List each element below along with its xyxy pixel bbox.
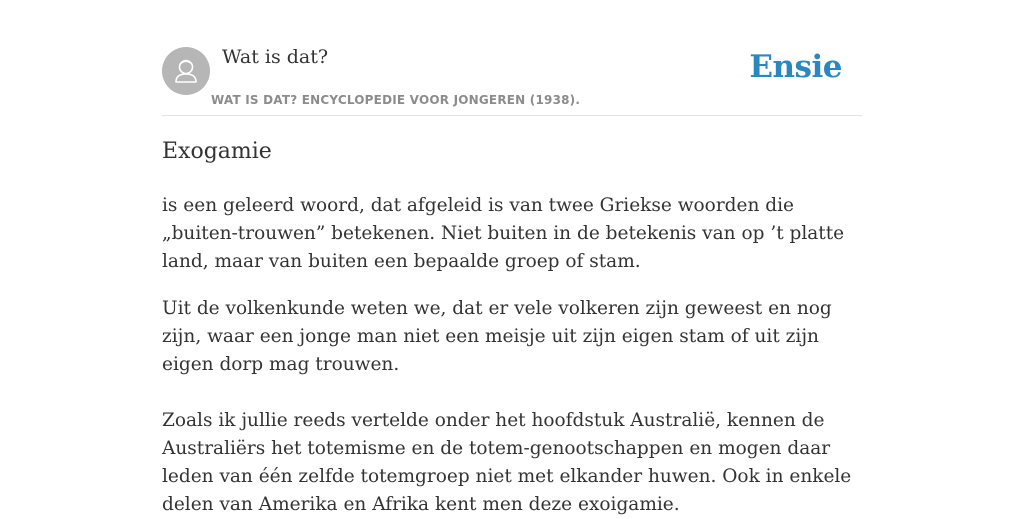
user-outline-icon — [162, 47, 210, 95]
source-subtitle: WAT IS DAT? ENCYCLOPEDIE VOOR JONGEREN (1938). — [211, 93, 581, 107]
source-header — [162, 44, 862, 116]
avatar[interactable] — [162, 47, 210, 95]
source-title-link[interactable]: Wat is dat? — [222, 46, 329, 68]
entry-paragraph: Uit de volkenkunde weten we, dat er vele volkeren zijn geweest en nog zijn, waar een jonge man niet een meisje uit zijn eigen stam of uit zijn eigen dorp mag trouwen. — [162, 298, 832, 375]
entry-paragraph: Zoals ik jullie reeds vertelde onder het hoofdstuk Australië, kennen de Australiërs het totemisme en de totem-genootschappen en mogen daar leden van één zelfde totemgroep niet met elkander huwen. Ook in enkele delen van Amerika en Afrika kent men deze exoigamie. — [162, 410, 852, 515]
entry-body — [162, 192, 866, 519]
entry-title: Exogamie — [162, 139, 272, 164]
entry-paragraph: is een geleerd woord, dat afgeleid is van twee Griekse woorden die „buiten-trouwen” betekenen. Niet buiten in de betekenis van op ’t platte land, maar van buiten een bepaalde groep of stam. — [162, 195, 845, 272]
ensie-logo-link[interactable]: Ensie — [749, 49, 842, 85]
